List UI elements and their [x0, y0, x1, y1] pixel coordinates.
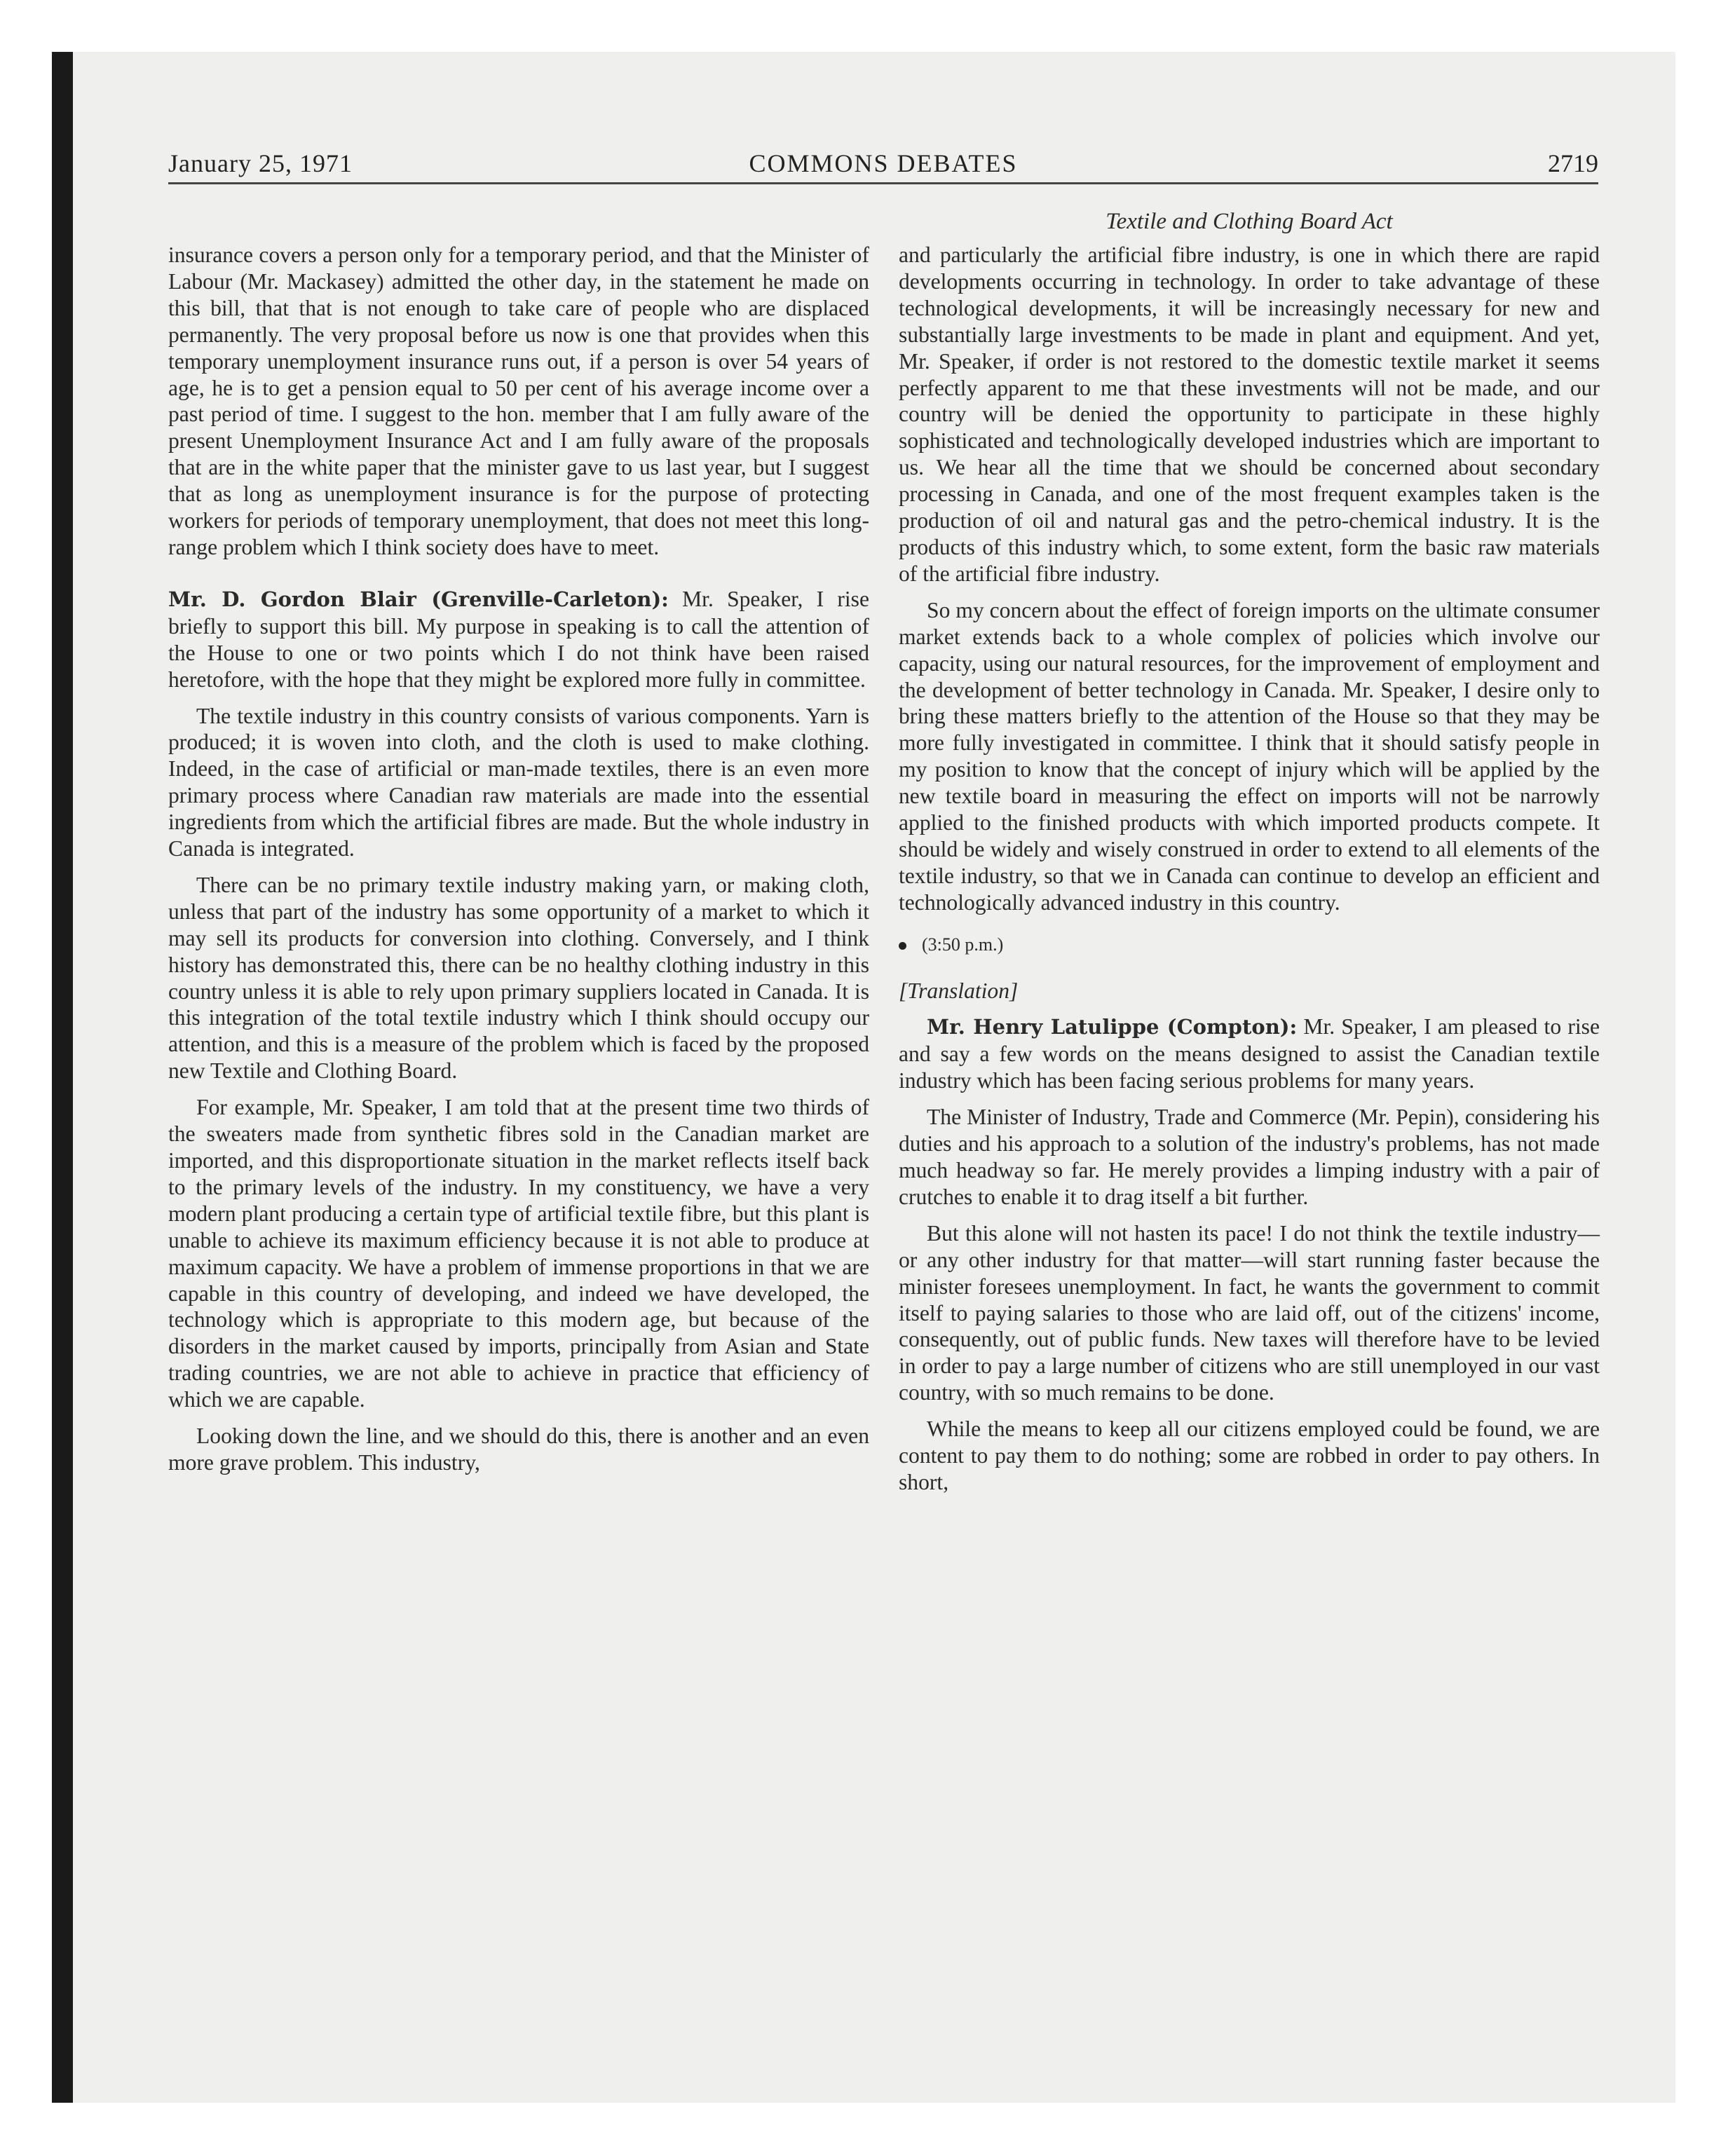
timestamp-line — [899, 932, 1600, 958]
left-column — [168, 242, 869, 1476]
paragraph: For example, Mr. Speaker, I am told that at the present time two thirds of the sweaters made from synthetic fibres sold in the Canadian market are imported, and this disproportionate situation in the market reflects itself back to the primary levels of the industry. In my constituency, we have a very modern plant producing a certain type of artificial textile fibre, but this plant is unable to achieve its maximum efficiency because it is not able to produce at maximum capacity. We have a problem of immense proportions in that we are capable in this country of developing, and indeed we have developed, the technology which is appropriate to this modern age, but because of the disorders in the market caused by imports, principally from Asian and State trading countries, we are not able to achieve in practice that efficiency of which we are capable. — [168, 1095, 869, 1412]
paragraph: There can be no primary textile industry making yarn, or making cloth, unless that part of the industry has some opportunity of a market to which it may sell its products for conversion into clothing. Conversely, and I think history has demonstrated this, there can be no healthy clothing industry in this country unless it is able to rely upon primary suppliers located in Canada. It is this integration of the total textile industry which I think should occupy our attention, and this is a measure of the problem which is faced by the proposed new Textile and Clothing Board. — [168, 872, 869, 1084]
right-column — [899, 242, 1600, 1496]
paragraph: Looking down the line, and we should do this, there is another and an even more grave problem. This industry, — [168, 1424, 869, 1475]
speech-text: Mr. Speaker, I rise briefly to support this bill. My purpose in speaking is to call the attention of the House to one or two points which I do not think have been raised heretofore, with the hope that they might be explored more fully in committee. — [168, 586, 869, 692]
paragraph: The Minister of Industry, Trade and Commerce (Mr. Pepin), considering his duties and his approach to a solution of the industry's problems, has not made much headway so far. He merely provides a limping industry with a pair of crutches to enable it to drag itself a bit further. — [899, 1105, 1600, 1209]
speech-paragraph — [899, 1014, 1600, 1094]
paragraph: But this alone will not hasten its pace! I do not think the textile industry—or any other industry for that matter—will start running faster because the minister foresees unemployment. In fact, he wants the government to commit itself to paying salaries to those who are laid off, out of the citizens' income, consequently, out of public funds. New taxes will therefore have to be levied in order to pay a large number of citizens who are still unemployed in our vast country, with so much remains to be done. — [899, 1220, 1600, 1405]
header-publication: COMMONS DEBATES — [749, 149, 1018, 177]
speaker-name: Mr. D. Gordon Blair (Grenville-Carleton): — [168, 587, 669, 611]
paragraph: So my concern about the effect of foreign imports on the ultimate consumer market extends back to a whole complex of policies which involve our capacity, using our natural resources, for the improvement of employment and the development of better technology in Canada. Mr. Speaker, I desire only to bring these matters briefly to the attention of the House so that they may be more fully investigated in committee. I think that it should satisfy people in my position to know that the concept of injury which will be applied by the new textile board in measuring the effect on imports will not be narrowly applied to the finished products with which imported products compete. It should be widely and wisely construed in order to extend to all elements of the textile industry, so that we in Canada can continue to develop an efficient and technologically advanced industry in this country. — [899, 597, 1600, 915]
paragraph: The textile industry in this country consists of various components. Yarn is produced; it is woven into cloth, and the cloth is used to make clothing. Indeed, in the case of artificial or man-made textiles, there is an even more primary process where Canadian raw materials are made into the essential ingredients from which the artificial fibres are made. But the whole industry in Canada is integrated. — [168, 703, 869, 861]
paragraph: insurance covers a person only for a temporary period, and that the Minister of Labour (Mr. Mackasey) admitted the other day, in the statement he made on this bill, that that is not enough to take care of people who are displaced permanently. The very proposal before us now is one that provides when this temporary unemployment insurance runs out, if a person is over 54 years of age, he is to get a pension equal to 50 per cent of his average income over a past period of time. I suggest to the hon. member that I am fully aware of the present Unemployment Insurance Act and I am fully aware of the proposals that are in the white paper that the minister gave to us last year, but I suggest that as long as unemployment insurance is for the purpose of protecting workers for periods of temporary unemployment, that does not meet this long-range problem which I think society does have to meet. — [168, 243, 869, 559]
paragraph: While the means to keep all our citizens employed could be found, we are content to pay them to do nothing; some are robbed in order to pay others. In short, — [899, 1417, 1600, 1494]
paragraph: and particularly the artificial fibre industry, is one in which there are rapid developments occurring in technology. In order to take advantage of these technological developments, it will be increasingly necessary for new and substantially large investments to be made in plant and equipment. And yet, Mr. Speaker, if order is not restored to the domestic textile market it seems perfectly apparent to me that these investments will not be made, and our country will be denied the opportunity to participate in these highly sophisticated and technologically developed industries which are important to us. We hear all the time that we should be concerned about secondary processing in Canada, and one of the most frequent examples taken is the production of oil and natural gas and the petro-chemical industry. It is the products of this industry which, to some extent, form the basic raw materials of the artificial fibre industry. — [899, 243, 1600, 586]
running-title: Textile and Clothing Board Act — [1105, 209, 1393, 234]
speaker-name: Mr. Henry Latulippe (Compton): — [927, 1015, 1298, 1039]
page-header — [168, 147, 1598, 184]
translation-tag: [Translation] — [899, 978, 1019, 1003]
header-date: January 25, 1971 — [168, 149, 353, 177]
scan-edge — [52, 52, 73, 2103]
timestamp: (3:50 p.m.) — [922, 934, 1004, 955]
header-page-number: 2719 — [1548, 149, 1598, 177]
speech-paragraph — [168, 586, 869, 693]
bullet-icon — [899, 942, 906, 950]
speech-text: Mr. Speaker, I am pleased to rise and say a few words on the means designed to assist the Canadian textile industry which has been facing serious problems for many years. — [899, 1014, 1600, 1093]
